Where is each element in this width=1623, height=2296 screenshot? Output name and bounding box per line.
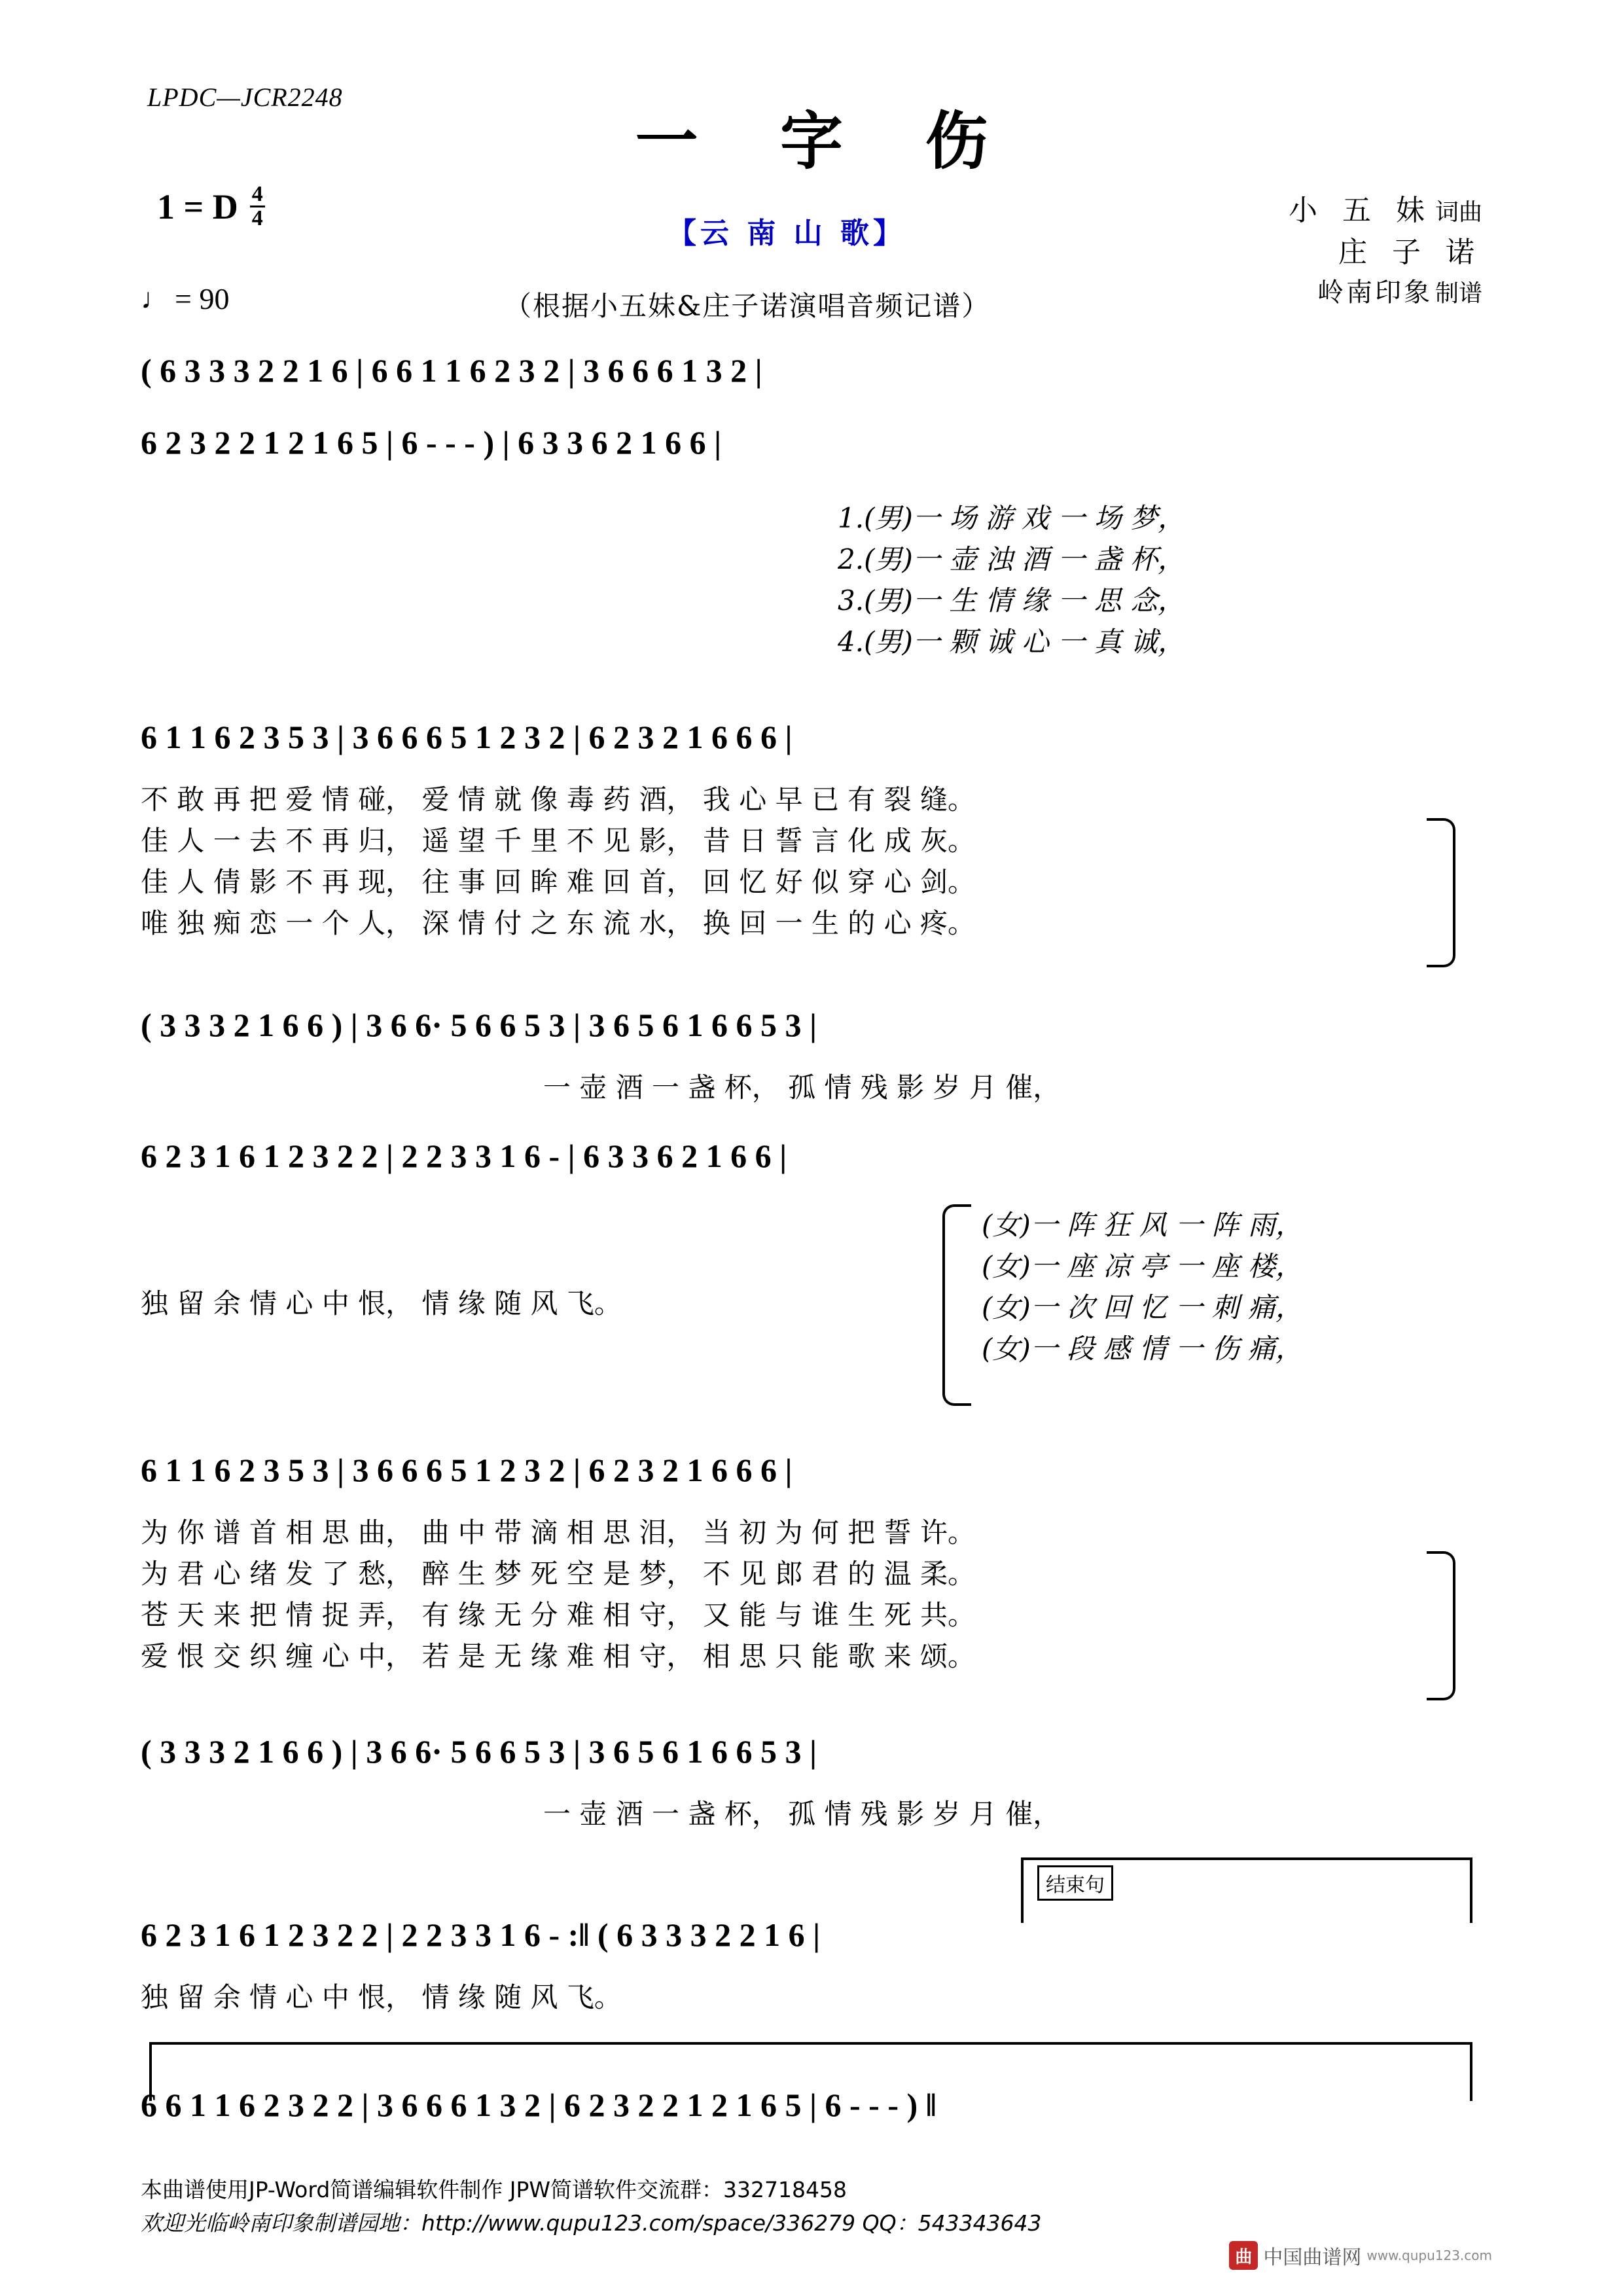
lyric-line: 独 留 余 情 心 中 恨， 情 缘 随 风 飞。: [141, 1981, 622, 2013]
chorus-c-block: [543, 1793, 1492, 1835]
lyric-line: 2.(男)一 壶 浊 酒 一 盏 杯，: [838, 543, 1185, 575]
footer-line-2: 欢迎光临岭南印象制谱园地：http://www.qupu123.com/space/336279 QQ：543343643: [141, 2210, 1042, 2236]
credit-row: [1289, 232, 1482, 274]
quarter-note-icon: ♩: [141, 282, 169, 315]
key-label: 1 = D: [157, 187, 238, 226]
source-note: （根据小五妹&庄子诺演唱音频记谱）: [504, 290, 991, 322]
time-signature: [250, 183, 265, 230]
notation-line-3: 6 1 1 6 2 3 5 3 | 3 6 6 6 5 1 2 3 2 | 6 2 3 2 1 6 6 6 |: [141, 719, 793, 755]
credit-row: [1289, 274, 1482, 312]
genre-tag: 【云 南 山 歌】: [668, 217, 906, 250]
chorus-d-block: [141, 1977, 1482, 2018]
credit-row: [1289, 190, 1482, 232]
lyric-line: (女)一 阵 狂 风 一 阵 雨，: [982, 1209, 1303, 1241]
lyric-line: 4.(男)一 颗 诚 心 一 真 诚，: [838, 626, 1185, 658]
notation-line-2: 6 2 3 2 2 1 2 1 6 5 | 6 - - - ) | 6 3 3 6 2 1 6 6 |: [141, 424, 722, 461]
site-logo: [1229, 2241, 1492, 2270]
meter-numerator: 4: [250, 183, 265, 207]
composer-name-1: 小 五 妹: [1289, 194, 1433, 227]
lyric-line: (女)一 次 回 忆 一 刺 痛，: [982, 1291, 1303, 1323]
logo-url: www.qupu123.com: [1366, 2248, 1492, 2263]
lyric-line: 为 你 谱 首 相 思 曲， 曲 中 带 滴 相 思 泪， 当 初 为 何 把 誓 许。: [141, 1516, 976, 1549]
lyric-line: (女)一 座 凉 亭 一 座 楼，: [982, 1250, 1303, 1282]
lyric-line: 佳 人 一 去 不 再 归， 遥 望 千 里 不 见 影， 昔 日 誓 言 化 成 灰。: [141, 825, 976, 857]
lyric-line: 爱 恨 交 织 缠 心 中， 若 是 无 缘 难 相 守， 相 思 只 能 歌 来 颂。: [141, 1640, 976, 1672]
credits: [1289, 190, 1482, 312]
lyric-line: 独 留 余 情 心 中 恨， 情 缘 随 风 飞。: [141, 1287, 622, 1319]
lyric-line: 一 壶 酒 一 盏 杯， 孤 情 残 影 岁 月 催，: [543, 1071, 1061, 1103]
music-system-5: [141, 1139, 1482, 1174]
lyric-line: (女)一 段 感 情 一 伤 痛，: [982, 1333, 1303, 1365]
notation-line-4: ( 3 3 3 2 1 6 6 ) | 3 6 6· 5 6 6 5 3 | 3 6 5 6 1 6 6 5 3 |: [141, 1007, 817, 1043]
verse-c-brace: [942, 1204, 971, 1406]
music-system-9: [141, 2088, 1482, 2123]
lyric-line: 为 君 心 绪 发 了 愁， 醉 生 梦 死 空 是 梦， 不 见 郎 君 的 温 柔。: [141, 1558, 976, 1590]
music-system-8: [141, 1918, 1482, 1952]
music-system-4: [141, 1008, 1482, 1043]
notation-line-6: 6 1 1 6 2 3 5 3 | 3 6 6 6 5 1 2 3 2 | 6 2 3 2 1 6 6 6 |: [141, 1452, 793, 1488]
arranger-name: 岭南印象: [1317, 277, 1433, 308]
verse-d-block: [141, 1512, 1482, 1677]
verse-b-brace: [1427, 818, 1455, 967]
composer-name-2: 庄 子 诺: [1338, 235, 1482, 269]
notation-line-1: ( 6 3 3 3 2 2 1 6 | 6 6 1 1 6 2 3 2 | 3 6 6 6 1 3 2 |: [141, 352, 762, 389]
meter-denominator: 4: [251, 206, 263, 230]
verse-b-block: [141, 779, 1482, 944]
lyric-line: 不 敢 再 把 爱 情 碰， 爱 情 就 像 毒 药 酒， 我 心 早 已 有 裂 缝。: [141, 783, 976, 816]
music-system-1: [141, 353, 1482, 388]
ending-bracket-top: [1021, 1857, 1472, 1860]
music-system-2: [141, 425, 1482, 460]
music-system-6: [141, 1453, 1482, 1488]
logo-badge-icon: 曲: [1229, 2241, 1258, 2270]
footer-line-1: 本曲谱使用JP-Word简谱编辑软件制作 JPW简谱软件交流群：332718458: [141, 2177, 847, 2202]
chorus-a-block: [543, 1067, 1492, 1108]
verse-d-brace: [1427, 1551, 1455, 1700]
page-title: 一 字 伤: [635, 104, 1018, 178]
key-signature: [157, 183, 265, 230]
notation-line-5: 6 2 3 1 6 1 2 3 2 2 | 2 2 3 3 1 6 - | 6 3 3 6 2 1 6 6 |: [141, 1138, 787, 1174]
verse-a-block: [838, 497, 1492, 662]
music-system-7: [141, 1734, 1482, 1769]
composer-role: 词曲: [1435, 199, 1482, 226]
tempo-value: = 90: [175, 282, 230, 315]
notation-line-7: ( 3 3 3 2 1 6 6 ) | 3 6 6· 5 6 6 5 3 | 3 6 5 6 1 6 6 5 3 |: [141, 1733, 817, 1770]
coda-bracket-top: [149, 2042, 1472, 2045]
footer: [141, 2173, 1042, 2240]
arranger-role: 制谱: [1435, 279, 1482, 307]
lyric-line: 唯 独 痴 恋 一 个 人， 深 情 付 之 东 流 水， 换 回 一 生 的 心 疼。: [141, 907, 976, 939]
ending-label: 结束句: [1037, 1865, 1113, 1901]
ending-bracket-left: [1021, 1857, 1024, 1923]
lyric-line: 佳 人 倩 影 不 再 现， 往 事 回 眸 难 回 首， 回 忆 好 似 穿 心 剑。: [141, 866, 976, 898]
lyric-line: 一 壶 酒 一 盏 杯， 孤 情 残 影 岁 月 催，: [543, 1798, 1061, 1830]
ending-bracket-right: [1470, 1857, 1472, 1923]
notation-line-8: 6 2 3 1 6 1 2 3 2 2 | 2 2 3 3 1 6 - :‖ ( 6 3 3 3 2 2 1 6 |: [141, 1916, 821, 1953]
verse-c-block: [982, 1204, 1499, 1369]
notation-line-9: 6 6 1 1 6 2 3 2 2 | 3 6 6 6 1 3 2 | 6 2 3 2 2 1 2 1 6 5 | 6 - - - ) ‖: [141, 2087, 936, 2123]
catalog-code: LPDC—JCR2248: [147, 82, 343, 112]
music-system-3: [141, 720, 1482, 755]
tempo-marking: [141, 281, 229, 316]
lyric-line: 苍 天 来 把 情 捉 弄， 有 缘 无 分 难 相 守， 又 能 与 谁 生 死 共。: [141, 1599, 976, 1631]
lyric-line: 3.(男)一 生 情 缘 一 思 念，: [838, 584, 1185, 617]
lyric-line: 1.(男)一 场 游 戏 一 场 梦，: [838, 502, 1185, 534]
logo-text: 中国曲谱网: [1263, 2246, 1362, 2269]
